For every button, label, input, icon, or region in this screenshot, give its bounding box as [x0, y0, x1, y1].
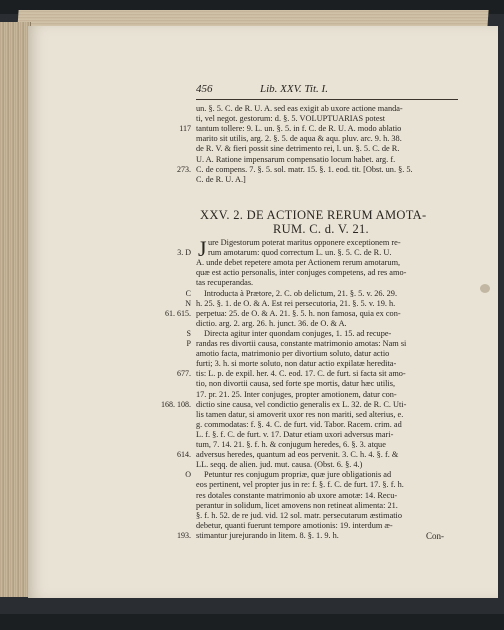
margin-note: 614.: [177, 450, 191, 460]
text-line: h. 25. §. 1. de O. & A. Est rei persecutoria, 21. §. 5. v. 19. h.: [196, 298, 396, 308]
text-line: res dotales constante matrimonio ab uxore amotæ: 14. Recu-: [196, 490, 398, 500]
text-line: 17. pr. 21. 25. Inter conjuges, propter amotionem, datur con-: [196, 389, 397, 399]
margin-note: N: [185, 298, 191, 308]
text-line: g. commodatas: f. §. 4. C. de furt. vid. Tabor. Racem. crim. ad: [196, 419, 402, 429]
text-line: tio, non divortii causa, sed forte spe mortis, datur hæc utilis,: [196, 379, 396, 389]
text-line: Petuntur res conjugum propriæ, quæ jure obligationis ad: [204, 470, 392, 480]
text-line: quæ est actio personalis, inter conjuges competens, ad res amo-: [196, 268, 407, 278]
margin-note: 3. D: [177, 248, 191, 258]
page-edges-left: [0, 22, 31, 597]
text-line: Introducta à Prætore, 2. C. ob delictum, 21. §. 5. v. 26. 29.: [204, 288, 398, 298]
margin-note: 117: [179, 124, 191, 134]
text-line: dictio. arg. 2. arg. 26. h. junct. 36. de O. & A.: [196, 318, 347, 328]
text-line: C. de R. U. A.]: [196, 174, 246, 184]
text-line: perpetua: 25. de O. & A. 21. §. 5. h. non famosa, quia ex con-: [196, 308, 401, 318]
margin-note: C: [185, 288, 191, 298]
text-line: adversus heredes, quantum ad eos pervenit. 3. C. h. 4. §. f. &: [196, 450, 399, 460]
text-line: tis: L. p. de expil. her. 4. C. eod. 17. C. de furt. si facta sit amo-: [196, 369, 406, 379]
text-line: un. §. 5. C. de R. U. A. sed eas exigit ab uxore actione manda-: [196, 104, 403, 113]
text-line: marito sit utilis, arg. 2. §. 5. de aqua & aqu. pluv. arc. 9. h. 38.: [196, 134, 402, 144]
text-line: C. de compens. 7. §. 5. sol. matr. 15. §. 1. eod. tit. [Obst. un. §. 5.: [196, 164, 413, 174]
text-line: furti; 3. h. si morte soluto, non datur actio expilatæ heredita-: [196, 359, 397, 369]
text-line: L. f. §. f. C. de furt. v. 17. Datur etiam uxori adversus mari-: [196, 429, 394, 439]
catchword: Con-: [426, 531, 444, 541]
text-line: Directa agitur inter quondam conjuges, 1. 15. ad recupe-: [204, 328, 392, 338]
page-number: 456: [196, 83, 213, 95]
margin-note: O: [185, 470, 191, 480]
text-line: de R. V. & fieri possit sine detrimento rei, l. un. §. 5. C. de R.: [196, 144, 400, 154]
margin-note: 677.: [177, 369, 191, 379]
text-line: lis tamen datur, si amoverit uxor res non mariti, sed alterius, e.: [196, 409, 404, 419]
text-line: tum, 7. 14. 21. §. f. h. & conjugum heredes, 6. §. 3. atque: [196, 440, 386, 449]
text-line: debetur, quanti fuerunt tempore amotionis: 19. interdum æ-: [196, 520, 393, 530]
text-line: amotio facta, matrimonio per divortium soluto, datur actio: [196, 349, 390, 359]
margin-note: S: [186, 328, 191, 338]
header-rule: [196, 99, 458, 100]
section-title-line-1: XXV. 2. DE ACTIONE RERUM AMOTA-: [200, 208, 427, 222]
text-line: ti, vel negot. gestorum: d. §. 5. VOLUPTUARIAS potest: [196, 114, 386, 124]
margin-note: 193.: [177, 530, 191, 540]
margin-note: 61. 615.: [165, 308, 191, 318]
drop-capital: J: [198, 236, 207, 261]
text-line: eos pertinent, vel propter jus in re: f. §. f. C. de furt. 17. §. f. h.: [196, 480, 404, 490]
text-line: dictio sine causa, vel condictio generalis ex L. 32. de R. C. Uti-: [196, 399, 407, 409]
text-line: rum amotarum: quod correctum L. un. §. 5. C. de R. U.: [208, 248, 392, 258]
text-line: tantum tollere: 9. L. un. §. 5. in f. C. de R. U. A. modo ablatio: [196, 124, 402, 134]
text-line: U. A. Ratione impensarum compensatio locum habet. arg. f.: [196, 154, 396, 164]
text-line: stimantur jurejurando in litem. 8. §. 1. 9. h.: [196, 530, 339, 540]
margin-note: 168. 108.: [161, 399, 191, 409]
paper-blot: [480, 284, 490, 293]
text-line: LL. seqq. de alien. jud. mut. causa. (Obst. 6. §. 4.): [196, 460, 363, 470]
text-line: tas recuperandas.: [196, 278, 254, 288]
margin-note: P: [186, 339, 191, 348]
text-line: perantur in solidum, licet amovens non retineat alimenta: 21.: [196, 500, 398, 510]
margin-note: 273.: [177, 164, 191, 174]
text-line: ure Digestorum poterat maritus opponere exceptionem re-: [208, 238, 401, 247]
text-line: A. unde debet repetere amota per Actionem rerum amotarum,: [196, 258, 401, 268]
text-line: §. f. h. 52. de re jud. vid. 12 sol. matr. persecutarum æstimatio: [196, 510, 403, 520]
running-title: Lib. XXV. Tit. I.: [260, 83, 328, 95]
book-page: [28, 26, 498, 598]
text-line: randas res divortii causa, constante matrimonio amotas: Nam si: [196, 339, 407, 348]
section-title-line-2: RUM. C. d. V. 21.: [273, 222, 369, 236]
